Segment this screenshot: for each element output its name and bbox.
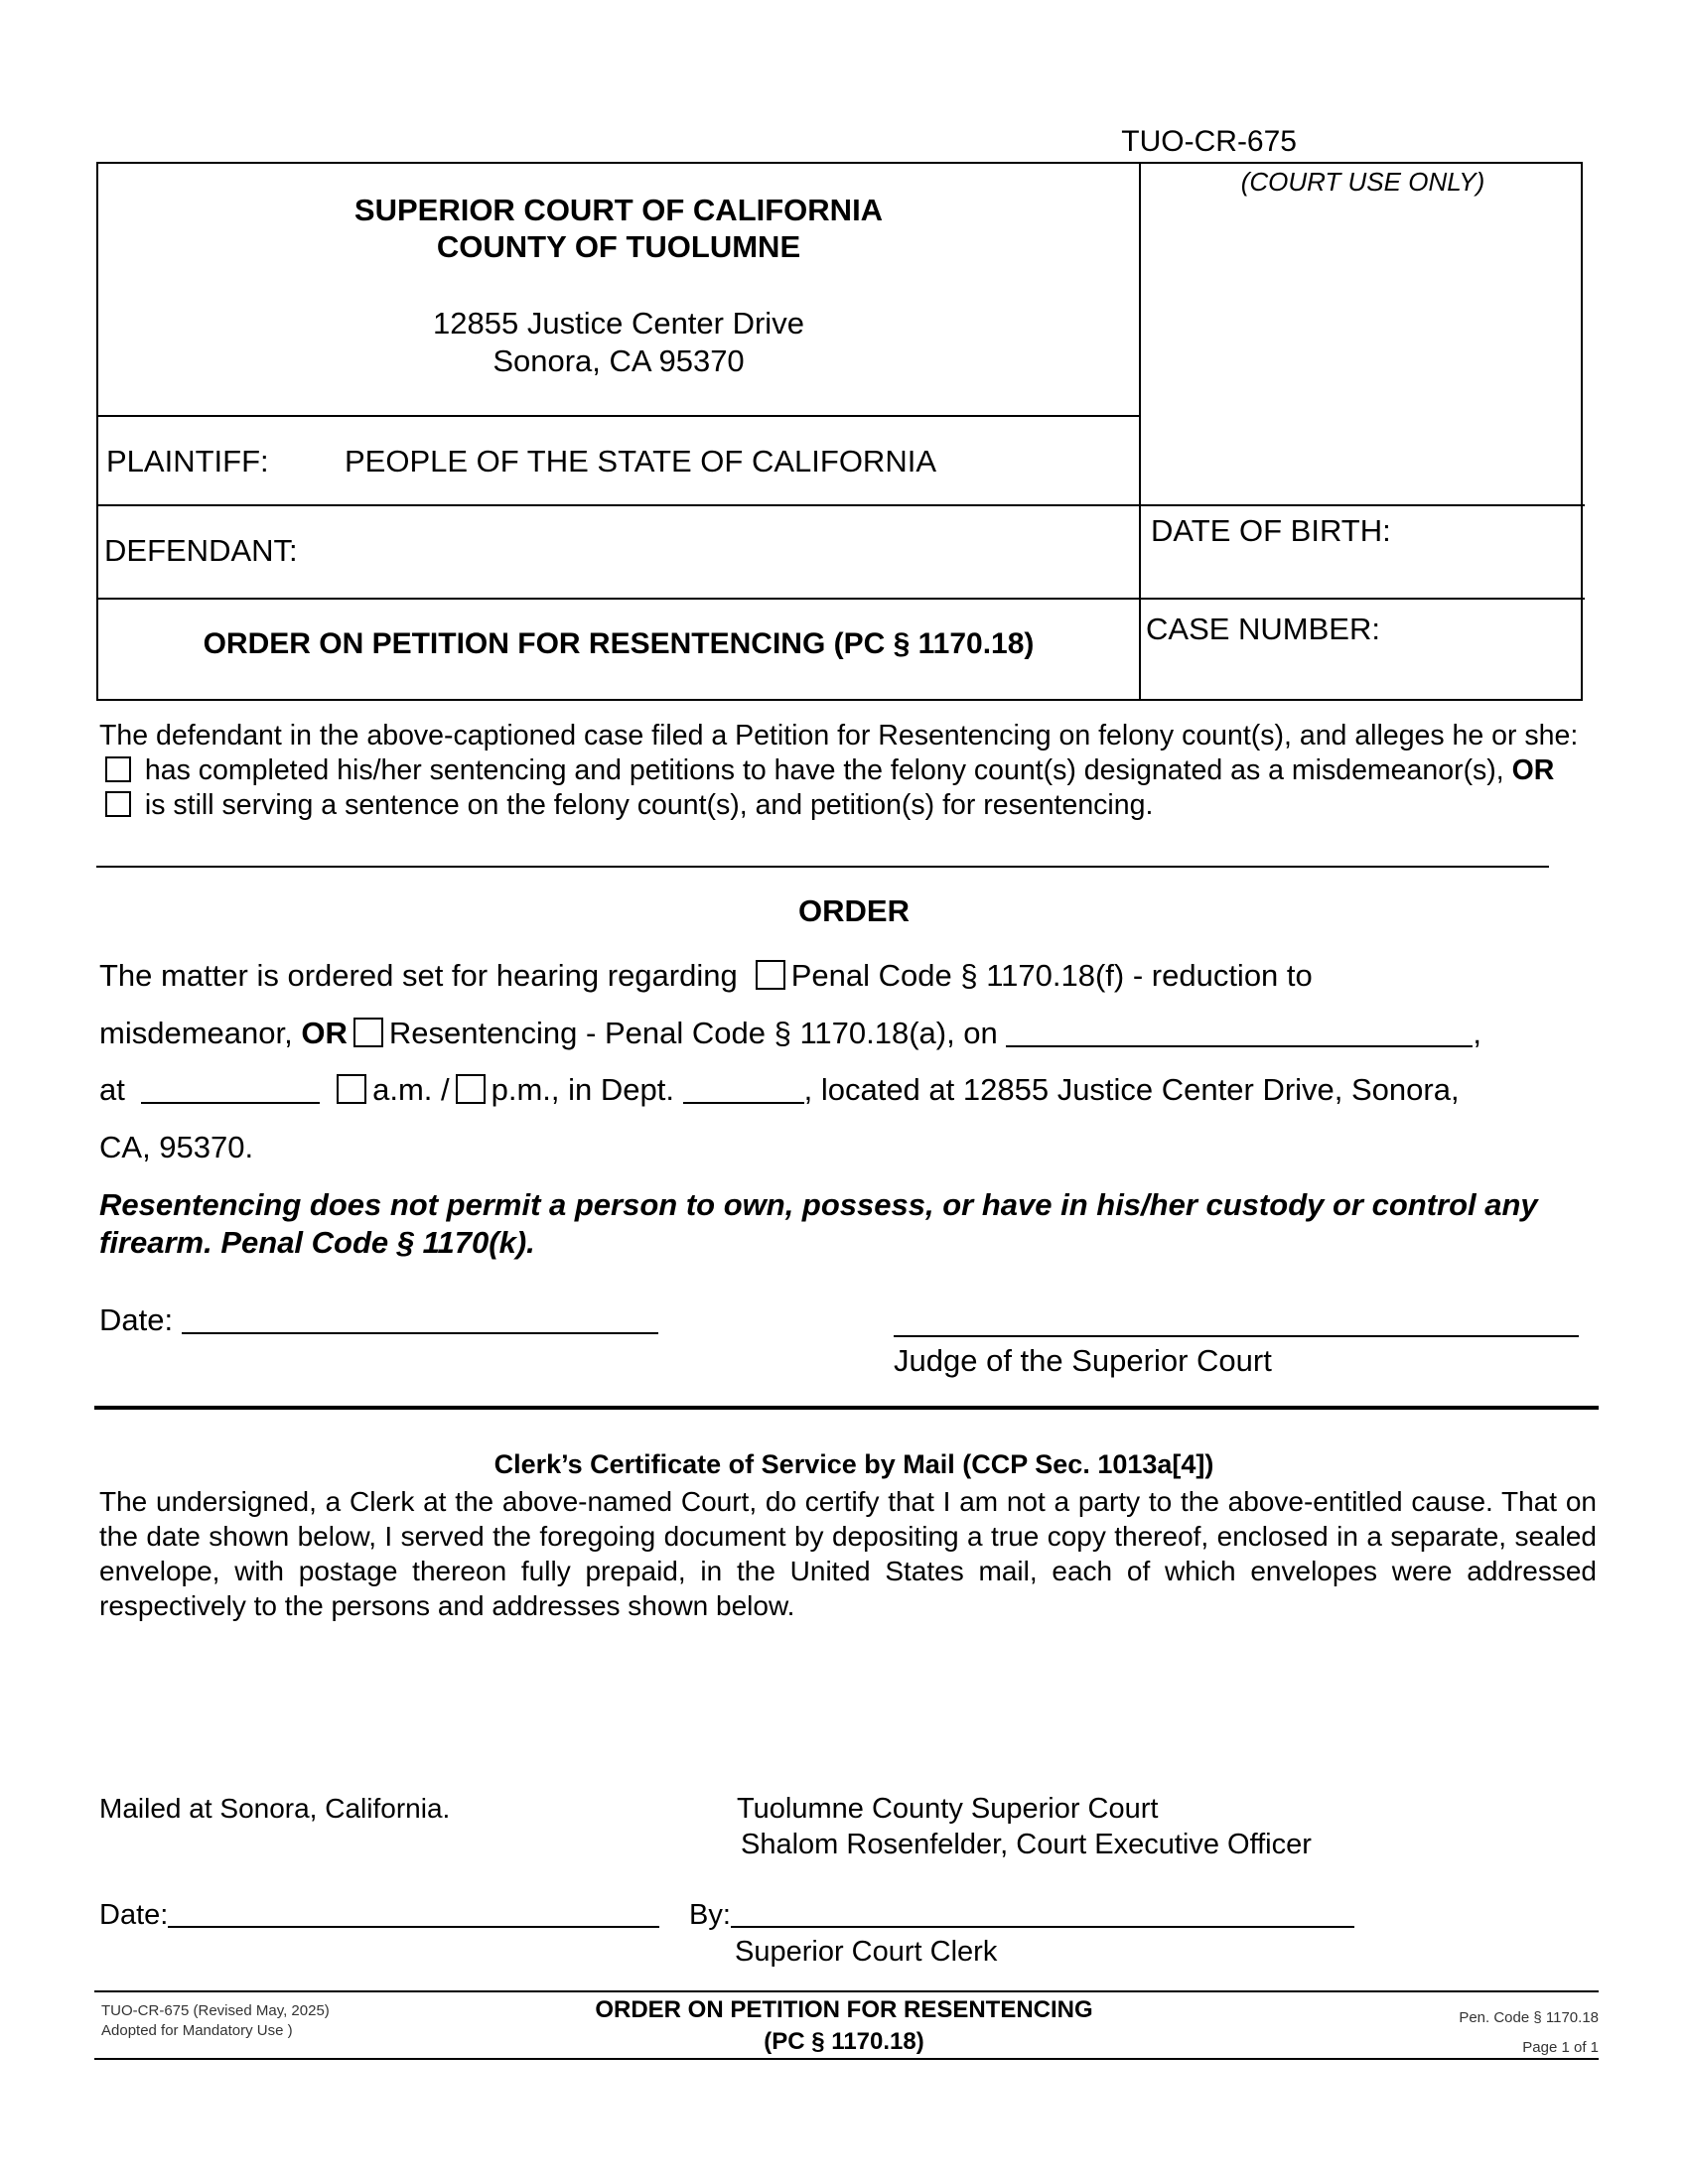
cert-by-line: By: bbox=[689, 1898, 1354, 1932]
address-line-2: Sonora, CA 95370 bbox=[492, 343, 745, 378]
order-line-2: misdemeanor, OR Resentencing - Penal Code § 1170.18(a), on , bbox=[99, 1016, 1482, 1050]
judge-label: Judge of the Superior Court bbox=[894, 1343, 1272, 1378]
order-date-field[interactable] bbox=[182, 1304, 658, 1334]
cert-date-field[interactable] bbox=[168, 1898, 659, 1928]
certificate-heading: Clerk’s Certificate of Service by Mail (CCP Sec. 1013a[4]) bbox=[493, 1449, 1214, 1479]
certificate-divider bbox=[94, 1406, 1599, 1410]
footer-top-rule bbox=[94, 1990, 1599, 1992]
order-date-line: Date: bbox=[99, 1302, 658, 1338]
clerk-signature-field[interactable] bbox=[731, 1898, 1354, 1928]
case-number-label: CASE NUMBER: bbox=[1146, 612, 1380, 646]
completed-sentence-checkbox[interactable] bbox=[105, 756, 131, 782]
court-address bbox=[98, 305, 1139, 380]
resentencing-checkbox[interactable] bbox=[353, 1018, 383, 1047]
pm-checkbox[interactable] bbox=[456, 1074, 486, 1104]
court-line-2: COUNTY OF TUOLUMNE bbox=[436, 229, 801, 264]
court-name bbox=[98, 192, 1139, 265]
cert-date-line: Date: bbox=[99, 1898, 659, 1932]
court-name-sig: Tuolumne County Superior Court bbox=[737, 1793, 1159, 1825]
address-line-1: 12855 Justice Center Drive bbox=[433, 306, 804, 341]
plaintiff-label: PLAINTIFF: bbox=[106, 444, 269, 478]
section-rule bbox=[96, 866, 1549, 868]
caption-box bbox=[96, 162, 1583, 701]
reduction-checkbox[interactable] bbox=[756, 960, 785, 990]
form-title: ORDER ON PETITION FOR RESENTENCING (PC § 1170.18) bbox=[203, 627, 1035, 660]
certificate-body: The undersigned, a Clerk at the above-named Court, do certify that I am not a party to the above-entitled cause. That on the date shown below, I served the foregoing document by depositing a true copy thereof, enclosed in a separate, sealed envelope, with postage thereon fully prepaid, in the United States mail, each of which envelopes were addressed respectively to the persons and addresses shown below. bbox=[99, 1486, 1597, 1621]
footer-title: ORDER ON PETITION FOR RESENTENCING (PC § 1170.18) bbox=[595, 1996, 1093, 2055]
order-line-3: at a.m. / p.m., in Dept. , located at 12855 Justice Center Drive, Sonora, bbox=[99, 1072, 1460, 1107]
am-checkbox[interactable] bbox=[337, 1074, 366, 1104]
caption-rule-2 bbox=[98, 504, 1585, 506]
firearm-warning: Resentencing does not permit a person to own, possess, or have in his/her custody or control any firearm. Penal Code § 1170(k). bbox=[99, 1187, 1538, 1260]
hearing-date-field[interactable] bbox=[1006, 1018, 1473, 1047]
footer-right: Pen. Code § 1170.18 Page 1 of 1 bbox=[1459, 2009, 1599, 2056]
order-line-1: The matter is ordered set for hearing regarding Penal Code § 1170.18(f) - reduction to bbox=[99, 958, 1313, 993]
defendant-label: DEFENDANT: bbox=[104, 533, 298, 568]
still-serving-checkbox[interactable] bbox=[105, 791, 131, 817]
footer-bottom-rule bbox=[94, 2058, 1599, 2060]
court-line-1: SUPERIOR COURT OF CALIFORNIA bbox=[353, 193, 884, 227]
court-use-only: (COURT USE ONLY) bbox=[1240, 167, 1485, 197]
dept-field[interactable] bbox=[683, 1074, 804, 1104]
judge-signature-line[interactable] bbox=[894, 1335, 1579, 1337]
order-line-4: CA, 95370. bbox=[99, 1130, 254, 1164]
caption-divider bbox=[1139, 164, 1141, 699]
intro-paragraph: The defendant in the above-captioned case filed a Petition for Resentencing on felony count(s), and alleges he or she: has completed his/her sentencing and petitions to have the felony count(s) designated as a misdemeanor(s), OR is still serving a sentence on the felony count(s), and petition(s) for resentencing. bbox=[99, 720, 1579, 821]
form-id: TUO-CR-675 bbox=[1121, 125, 1297, 158]
mailed-at: Mailed at Sonora, California. bbox=[99, 1793, 451, 1824]
court-officer: Shalom Rosenfelder, Court Executive Officer bbox=[741, 1829, 1312, 1860]
order-heading: ORDER bbox=[798, 893, 910, 928]
hearing-time-field[interactable] bbox=[141, 1074, 320, 1104]
plaintiff-value: PEOPLE OF THE STATE OF CALIFORNIA bbox=[345, 444, 936, 478]
caption-rule-1 bbox=[98, 415, 1139, 417]
dob-label: DATE OF BIRTH: bbox=[1151, 513, 1391, 548]
caption-rule-3 bbox=[98, 598, 1585, 600]
footer-left: TUO-CR-675 (Revised May, 2025) Adopted for Mandatory Use ) bbox=[101, 2002, 330, 2039]
clerk-label: Superior Court Clerk bbox=[735, 1936, 998, 1968]
